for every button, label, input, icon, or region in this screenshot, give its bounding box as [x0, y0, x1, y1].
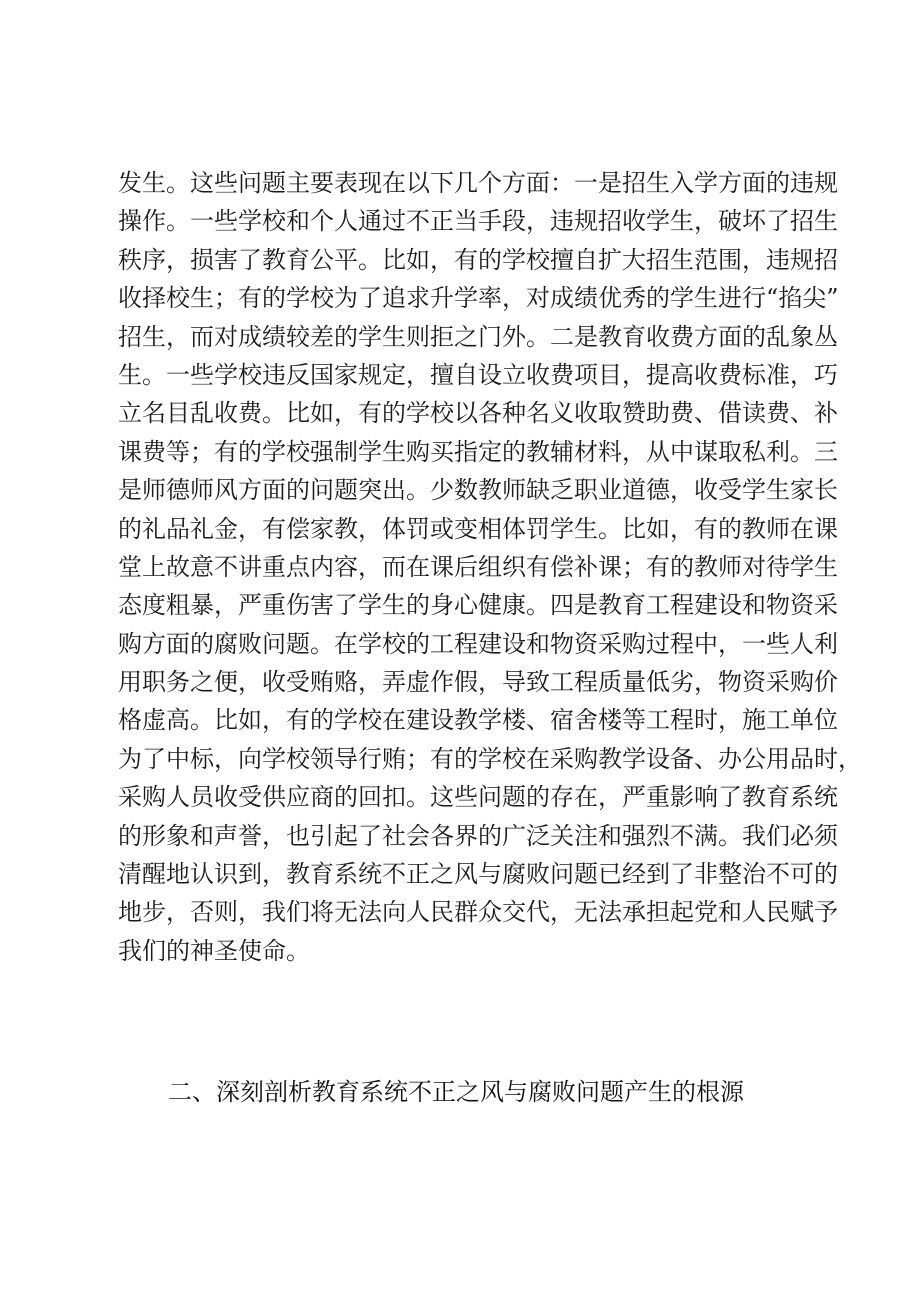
- section-heading: 二、深刻剖析教育系统不正之风与腐败问题产生的根源: [168, 1078, 744, 1106]
- paragraph-line: 地步，否则，我们将无法向人民群众交代，无法承担起党和人民赋予: [118, 898, 838, 927]
- paragraph-line: 收择校生；有的学校为了追求升学率，对成绩优秀的学生进行“掐尖”: [118, 284, 839, 313]
- paragraph-line: 是师德师风方面的问题突出。少数教师缺乏职业道德，收受学生家长: [118, 476, 838, 505]
- paragraph-line: 用职务之便，收受贿赂，弄虚作假，导致工程质量低劣，物资采购价: [118, 668, 838, 697]
- paragraph-line: 格虚高。比如，有的学校在建设教学楼、宿舍楼等工程时，施工单位: [118, 706, 838, 735]
- paragraph-line: 我们的神圣使命。: [118, 936, 310, 965]
- paragraph-line: 招生，而对成绩较差的学生则拒之门外。二是教育收费方面的乱象丛: [118, 322, 838, 351]
- paragraph-line: 秩序，损害了教育公平。比如，有的学校擅自扩大招生范围，违规招: [118, 245, 838, 274]
- paragraph-line: 态度粗暴，严重伤害了学生的身心健康。四是教育工程建设和物资采: [118, 591, 838, 620]
- body-paragraph: [118, 164, 862, 970]
- paragraph-line: 清醒地认识到，教育系统不正之风与腐败问题已经到了非整治不可的: [118, 860, 838, 889]
- paragraph-line: 采购人员收受供应商的回扣。这些问题的存在，严重影响了教育系统: [118, 783, 838, 812]
- paragraph-line: 购方面的腐败问题。在学校的工程建设和物资采购过程中，一些人利: [118, 629, 838, 658]
- paragraph-line: 课费等；有的学校强制学生购买指定的教辅材料，从中谋取私利。三: [118, 437, 838, 466]
- paragraph-line: 操作。一些学校和个人通过不正当手段，违规招收学生，破坏了招生: [118, 207, 838, 236]
- paragraph-line: 发生。这些问题主要表现在以下几个方面：一是招生入学方面的违规: [118, 169, 838, 197]
- paragraph-line: 的形象和声誉，也引起了社会各界的广泛关注和强烈不满。我们必须: [118, 821, 838, 850]
- paragraph-line: 立名目乱收费。比如，有的学校以各种名义收取赞助费、借读费、补: [118, 399, 838, 428]
- paragraph-line: 的礼品礼金，有偿家教，体罚或变相体罚学生。比如，有的教师在课: [118, 514, 838, 543]
- paragraph-line: 生。一些学校违反国家规定，擅自设立收费项目，提高收费标准，巧: [118, 360, 838, 389]
- paragraph-line: 为了中标，向学校领导行贿；有的学校在采购教学设备、办公用品时，: [118, 744, 862, 773]
- paragraph-line: 堂上故意不讲重点内容，而在课后组织有偿补课；有的教师对待学生: [118, 552, 838, 581]
